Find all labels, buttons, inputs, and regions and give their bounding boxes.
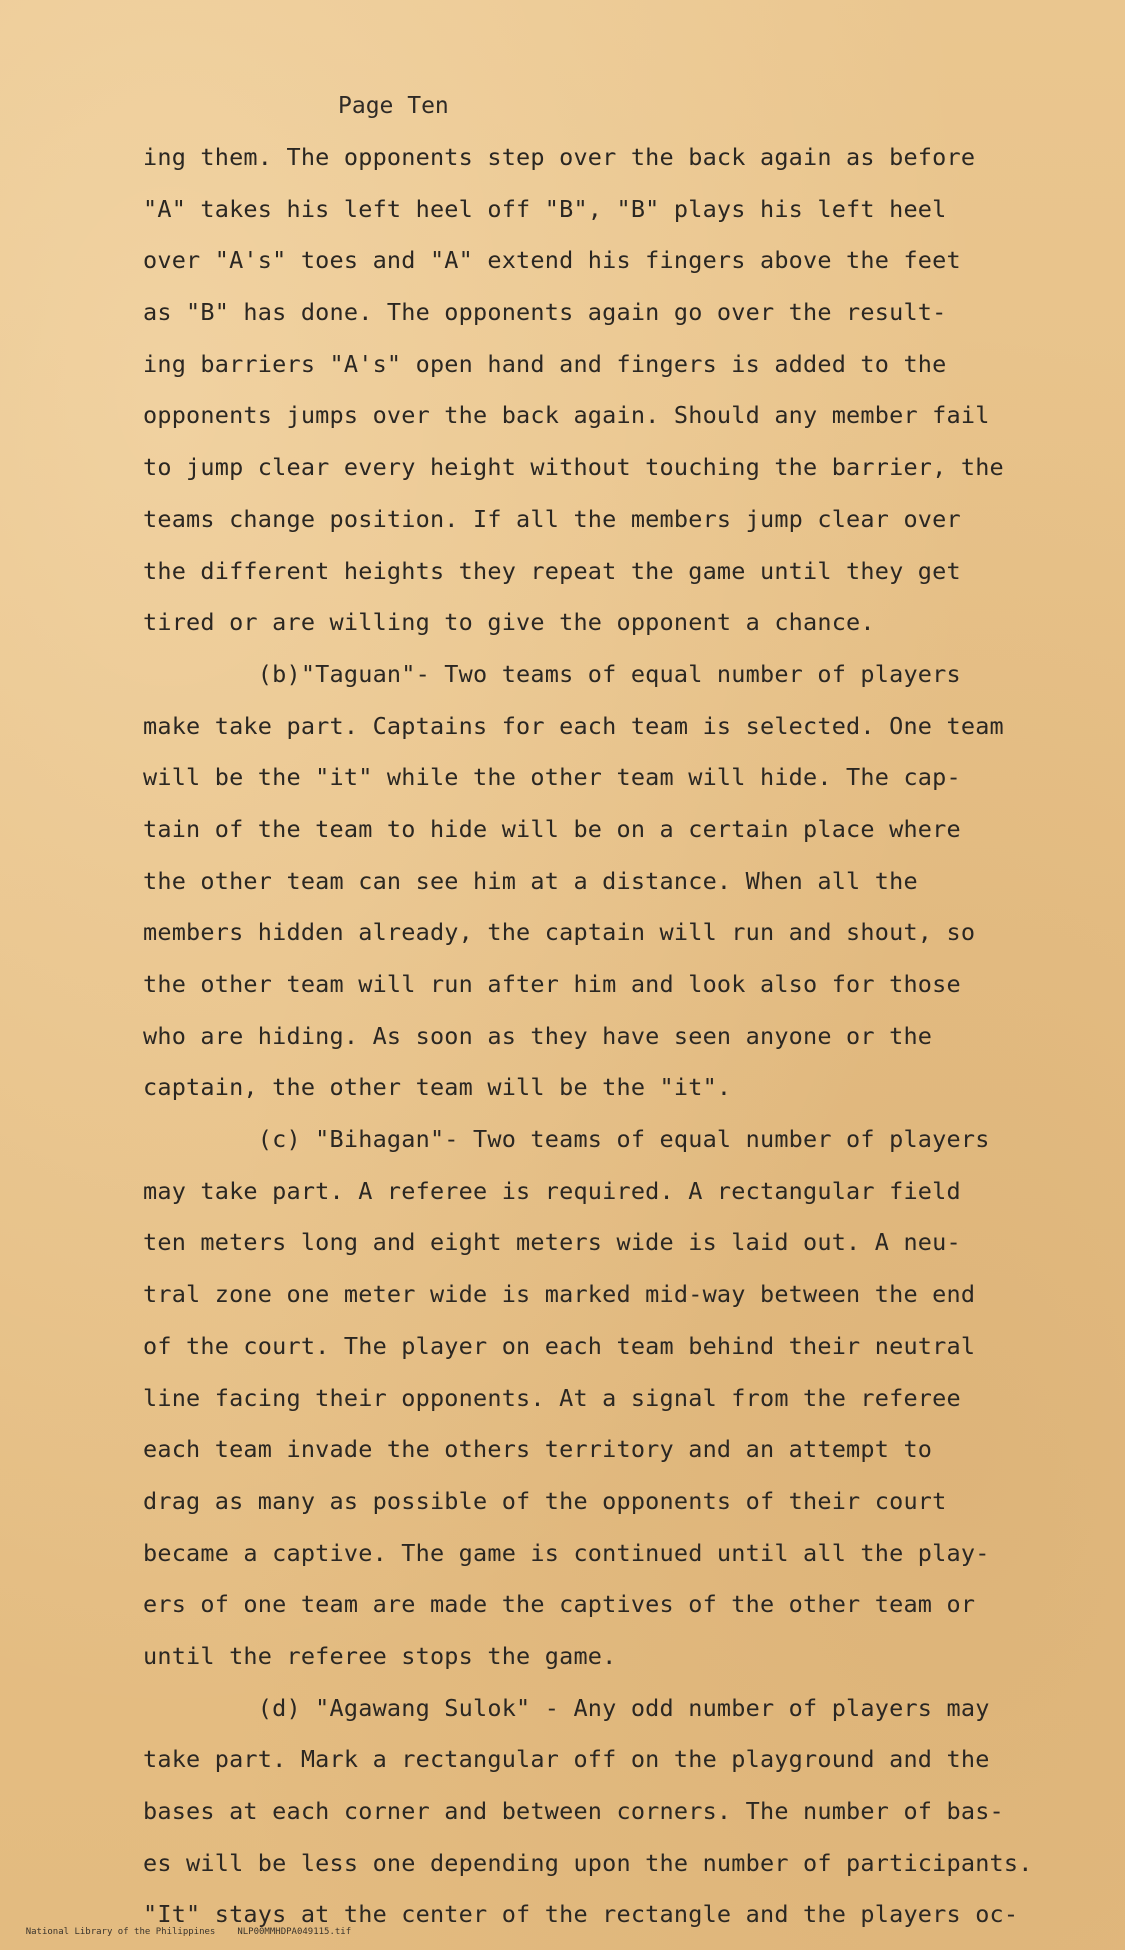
text-line: (c) "Bihagan"- Two teams of equal number of players bbox=[143, 1125, 990, 1154]
text-line: tired or are willing to give the opponent a chance. bbox=[143, 608, 875, 637]
text-line: "A" takes his left heel off "B", "B" plays his left heel bbox=[143, 194, 947, 223]
text-line: members hidden already, the captain will run and shout, so bbox=[143, 918, 976, 947]
text-line: tain of the team to hide will be on a certain place where bbox=[143, 814, 961, 843]
text-line: the different heights they repeat the game until they get bbox=[143, 556, 961, 585]
text-line: (d) "Agawang Sulok" - Any odd number of players may bbox=[143, 1693, 990, 1722]
text-line: to jump clear every height without touching the barrier, the bbox=[143, 453, 1004, 482]
text-line: the other team can see him at a distance. When all the bbox=[143, 866, 918, 895]
text-line: "It" stays at the center of the rectangle and the players oc- bbox=[143, 1900, 1019, 1929]
text-line: (b)"Taguan"- Two teams of equal number of players bbox=[143, 659, 961, 688]
text-line: each team invade the others territory and an attempt to bbox=[143, 1435, 933, 1464]
footer-filename: NLP00MMHDPA049115.tif bbox=[237, 1927, 352, 1937]
text-line: became a captive. The game is continued until all the play- bbox=[143, 1538, 990, 1567]
text-line: take part. Mark a rectangular off on the playground and the bbox=[143, 1745, 990, 1774]
page-title: Page Ten bbox=[338, 93, 449, 119]
text-line: drag as many as possible of the opponents of their court bbox=[143, 1486, 947, 1515]
scan-footer bbox=[4, 1917, 351, 1947]
text-line: line facing their opponents. At a signal from the referee bbox=[143, 1383, 961, 1412]
text-line: will be the "it" while the other team will hide. The cap- bbox=[143, 763, 961, 792]
text-line: teams change position. If all the members jump clear over bbox=[143, 504, 961, 533]
text-line: who are hiding. As soon as they have seen anyone or the bbox=[143, 1021, 933, 1050]
text-line: ten meters long and eight meters wide is laid out. A neu- bbox=[143, 1228, 961, 1257]
text-line: es will be less one depending upon the number of participants. bbox=[143, 1848, 1033, 1877]
text-line: make take part. Captains for each team is selected. One team bbox=[143, 711, 1004, 740]
text-line: may take part. A referee is required. A rectangular field bbox=[143, 1176, 961, 1205]
body-text bbox=[143, 137, 1083, 1946]
text-line: bases at each corner and between corners. The number of bas- bbox=[143, 1797, 1004, 1825]
text-line: ing barriers "A's" open hand and fingers is added to the bbox=[143, 349, 947, 378]
text-line: captain, the other team will be the "it". bbox=[143, 1073, 732, 1102]
text-line: until the referee stops the game. bbox=[143, 1641, 617, 1670]
text-line: of the court. The player on each team behind their neutral bbox=[143, 1331, 976, 1360]
text-line: ers of one team are made the captives of the other team or bbox=[143, 1590, 976, 1619]
footer-library: National Library of the Philippines bbox=[25, 1927, 216, 1937]
text-line: ing them. The opponents step over the back again as before bbox=[143, 143, 976, 171]
text-line: as "B" has done. The opponents again go over the result- bbox=[143, 298, 947, 327]
text-line: tral zone one meter wide is marked mid-way between the end bbox=[143, 1280, 976, 1309]
text-line: opponents jumps over the back again. Should any member fail bbox=[143, 401, 990, 430]
text-line: over "A's" toes and "A" extend his fingers above the feet bbox=[143, 246, 961, 275]
text-line: the other team will run after him and look also for those bbox=[143, 970, 961, 998]
